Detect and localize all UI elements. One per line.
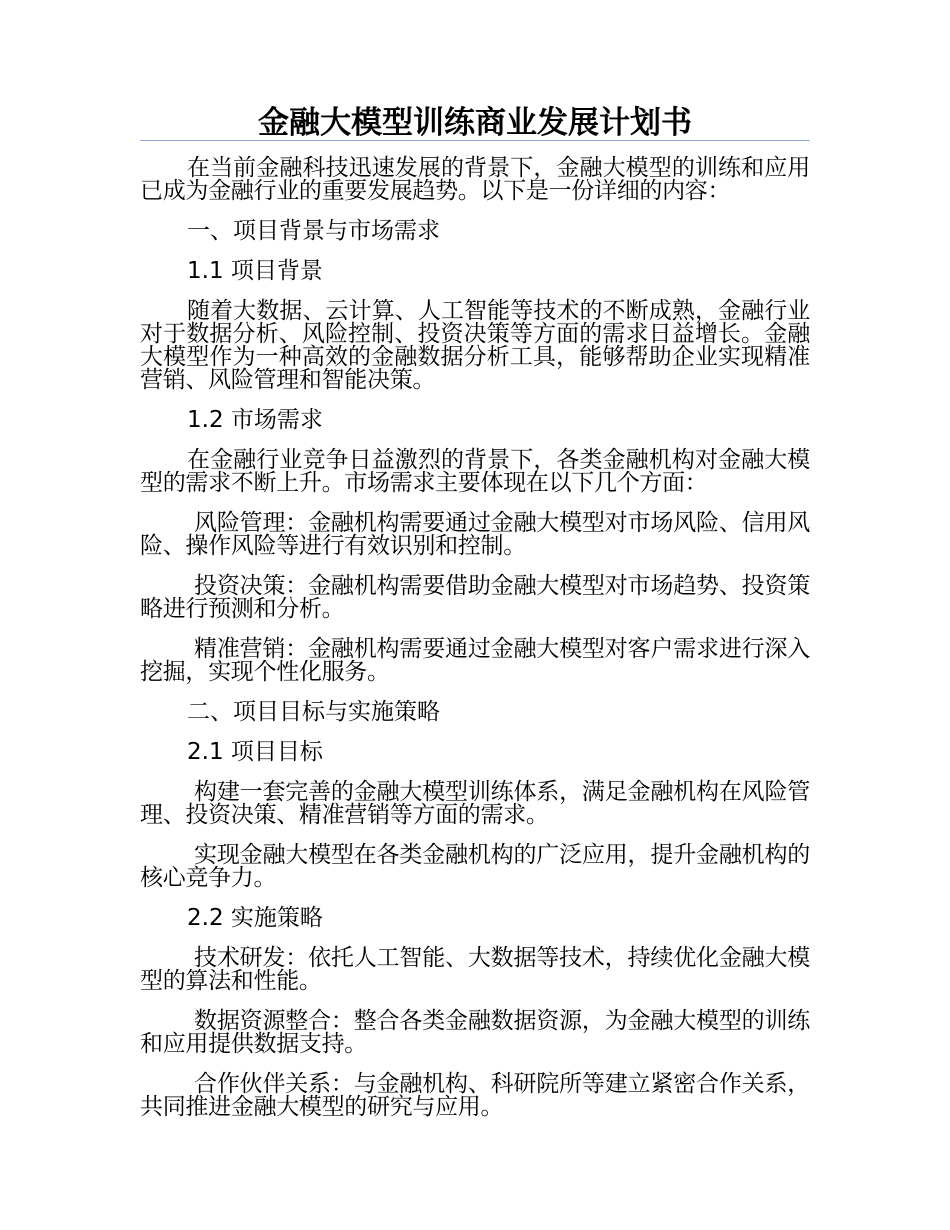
list-item-data-integration: 数据资源整合：整合各类金融数据资源，为金融大模型的训练和应用提供数据支持。 (140, 1008, 810, 1057)
list-item-goal-system: 构建一套完善的金融大模型训练体系，满足金融机构在风险管理、投资决策、精准营销等方面的需求。 (140, 779, 810, 828)
subsection-heading-1-1: 1.1 项目背景 (187, 258, 323, 284)
subsection-heading-2-2: 2.2 实施策略 (187, 905, 323, 931)
intro-paragraph: 在当前金融科技迅速发展的背景下，金融大模型的训练和应用已成为金融行业的重要发展趋势。以下是一份详细的内容： (140, 155, 810, 204)
list-item-goal-application: 实现金融大模型在各类金融机构的广泛应用，提升金融机构的核心竞争力。 (140, 842, 810, 891)
title-underline (140, 140, 810, 141)
section-heading-1: 一、项目背景与市场需求 (187, 218, 440, 244)
list-item-investment-decision: 投资决策：金融机构需要借助金融大模型对市场趋势、投资策略进行预测和分析。 (140, 573, 810, 622)
list-item-tech-rnd: 技术研发：依托人工智能、大数据等技术，持续优化金融大模型的算法和性能。 (140, 945, 810, 994)
list-item-precision-marketing: 精准营销：金融机构需要通过金融大模型对客户需求进行深入挖掘，实现个性化服务。 (140, 636, 810, 685)
subsection-heading-1-2: 1.2 市场需求 (187, 407, 323, 433)
document-title: 金融大模型训练商业发展计划书 (258, 105, 692, 141)
document-body (140, 157, 810, 1136)
paragraph-market-demand: 在金融行业竞争日益激烈的背景下，各类金融机构对金融大模型的需求不断上升。市场需求主要体现在以下几个方面： (140, 447, 810, 496)
paragraph-project-background: 随着大数据、云计算、人工智能等技术的不断成熟，金融行业对于数据分析、风险控制、投资决策等方面的需求日益增长。金融大模型作为一种高效的金融数据分析工具，能够帮助企业实现精准营销、风险管理和智能决策。 (140, 298, 810, 393)
list-item-partnerships: 合作伙伴关系：与金融机构、科研院所等建立紧密合作关系，共同推进金融大模型的研究与应用。 (140, 1071, 810, 1120)
subsection-heading-2-1: 2.1 项目目标 (187, 739, 323, 765)
section-heading-2: 二、项目目标与实施策略 (187, 699, 440, 725)
list-item-risk-management: 风险管理：金融机构需要通过金融大模型对市场风险、信用风险、操作风险等进行有效识别和控制。 (140, 510, 810, 559)
